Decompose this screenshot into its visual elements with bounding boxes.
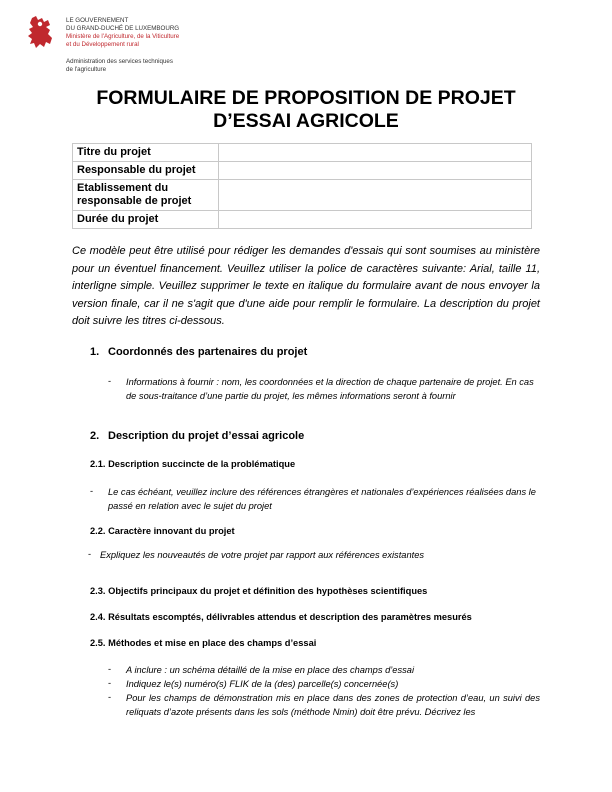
section-2-2-bullet: Expliquez les nouveautés de votre projet par rapport aux références existantes (100, 550, 425, 560)
bullet-dash: - (90, 486, 94, 496)
section-2-5-bullet-2: Indiquez le(s) numéro(s) FLIK de la (des) parcelle(s) concernée(s) (126, 679, 399, 689)
project-manager-label: Responsable du projet (73, 162, 219, 180)
duration-label: Durée du projet (73, 211, 219, 229)
section-2-5-bullet-3: Pour les champs de démonstration mis en place dans des zones de protection d’eau, un suivi des reliquats d’azote présents dans les sols (méthode Nmin) doit être prévu. Décrivez les (126, 693, 540, 717)
page-title: FORMULAIRE DE PROPOSITION DE PROJET D’ESSAI AGRICOLE (96, 87, 516, 132)
institution-field[interactable] (219, 180, 532, 211)
duration-field[interactable] (219, 211, 532, 229)
section-1-heading: 1. Coordonnés des partenaires du projet (90, 346, 308, 358)
table-row (73, 162, 532, 180)
project-title-field[interactable] (219, 144, 532, 162)
section-2-5-bullet-1: A inclure : un schéma détaillé de la mise en place des champs d’essai (126, 665, 415, 675)
institution-label: Etablissement du responsable de projet (73, 180, 219, 211)
table-row (73, 144, 532, 162)
section-2-3-heading: 2.3. Objectifs principaux du projet et définition des hypothèses scientifiques (90, 586, 428, 596)
bullet-dash: - (108, 678, 112, 688)
section-2-4-heading: 2.4. Résultats escomptés, délivrables attendus et description des paramètres mesurés (90, 612, 472, 622)
section-2-heading: 2. Description du projet d’essai agricole (90, 430, 305, 442)
intro-instructions: Ce modèle peut être utilisé pour rédiger les demandes d'essais qui sont soumises au ministère pour un éventuel financement. Veuillez utiliser la police de caractères suivante: Arial, taille 11, interligne simple. Veuillez supprimer le texte en italique du formulaire avant de nous envoyer la version finale, car il ne s'agit que d'une aide pour remplir le formulaire. La description du projet doit suivre les titres ci-dessous. (72, 245, 540, 328)
project-info-table (72, 143, 532, 229)
table-row (73, 180, 532, 211)
section-1-bullet: Informations à fournir : nom, les coordonnées et la direction de chaque partenaire de projet. En cas de sous-traitance d’une partie du projet, les mêmes informations seront à fournir (126, 377, 534, 401)
section-2-5-heading: 2.5. Méthodes et mise en place des champs d’essai (90, 638, 317, 648)
project-title-label: Titre du projet (73, 144, 219, 162)
section-2-1-bullet: Le cas échéant, veuillez inclure des références étrangères et nationales d’expériences réalisées dans le passé en relation avec le sujet du projet (108, 487, 536, 511)
project-manager-field[interactable] (219, 162, 532, 180)
bullet-dash: - (108, 664, 112, 674)
bullet-dash: - (108, 376, 112, 386)
table-row (73, 211, 532, 229)
section-2-2-heading: 2.2. Caractère innovant du projet (90, 526, 235, 536)
lion-logo-icon (26, 14, 58, 50)
government-name: LE GOUVERNEMENT DU GRAND-DUCHÉ DE LUXEMBOURG Ministère de l'Agriculture, de la Viticulture et du Développement rural (66, 17, 180, 48)
section-2-1-heading: 2.1. Description succincte de la problématique (90, 459, 296, 469)
administration-name: Administration des services techniques de l'agriculture (66, 58, 173, 73)
bullet-dash: - (88, 549, 92, 559)
bullet-dash: - (108, 692, 112, 702)
